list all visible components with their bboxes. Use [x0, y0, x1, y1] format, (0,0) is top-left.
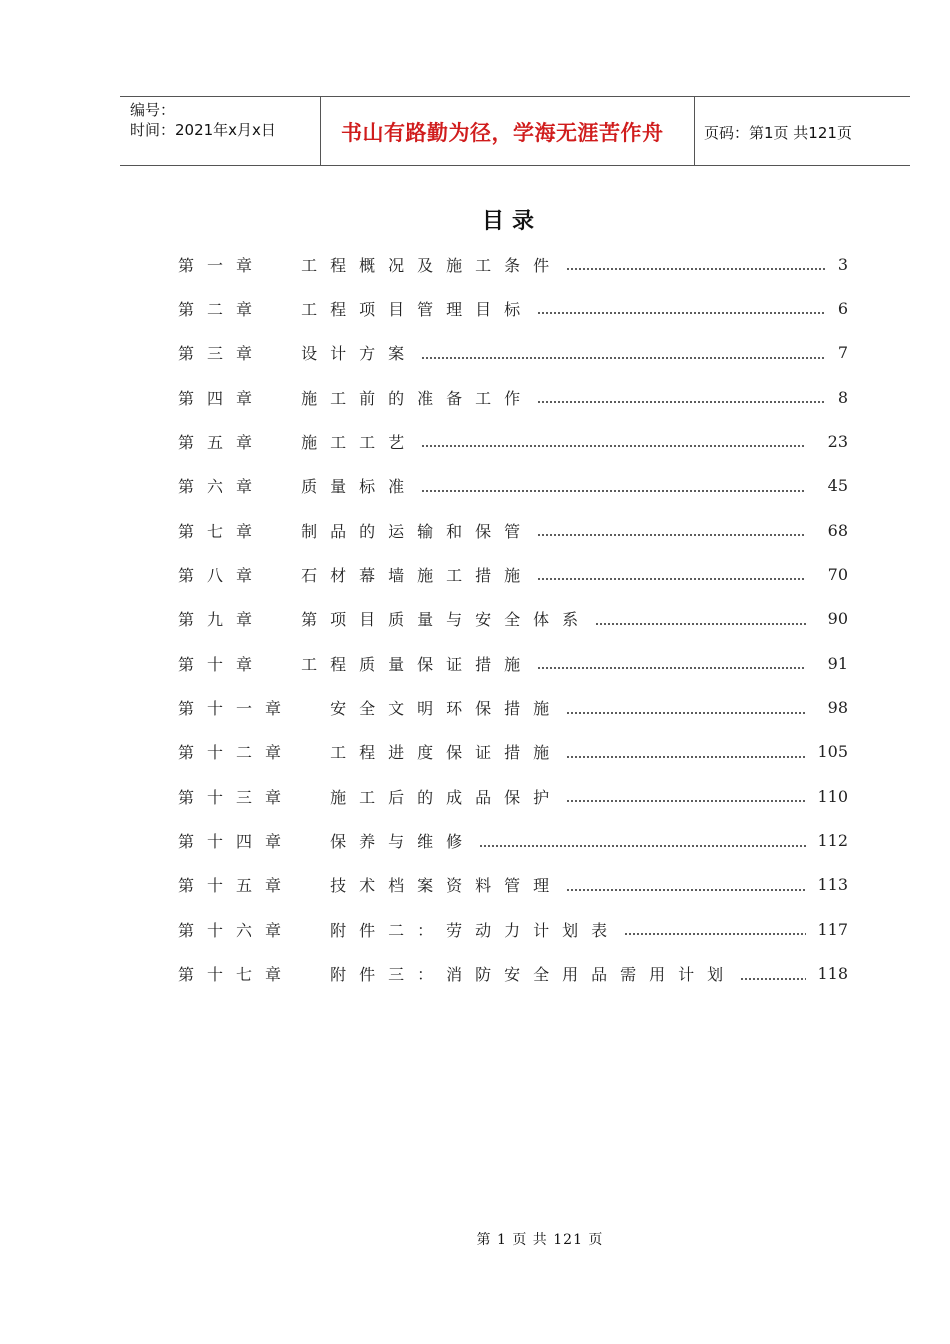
toc-entry[interactable]: [178, 917, 848, 941]
toc-entry[interactable]: [178, 696, 848, 720]
toc-leader-dots: [624, 932, 806, 936]
toc-entry[interactable]: [178, 296, 848, 320]
toc-entry[interactable]: [178, 784, 848, 808]
toc-entry[interactable]: [178, 385, 848, 409]
toc-entry-label: 第十一章 安全文明环保措施: [178, 699, 563, 718]
toc-leader-dots: [421, 489, 806, 493]
toc-entry-label: 第四章 施工前的准备工作: [178, 388, 534, 408]
toc-entry-page-number: 7: [837, 343, 848, 363]
toc-leader-dots: [566, 267, 826, 271]
toc-leader-dots: [740, 977, 806, 981]
header-page-code: 页码：第1页 共121页: [704, 124, 852, 142]
toc-leader-dots: [537, 577, 806, 581]
document-number-label: 编号：: [130, 101, 176, 119]
toc-leader-dots: [566, 711, 806, 715]
toc-entry-page-number: 110: [817, 786, 848, 806]
header-info-cell: [120, 97, 321, 165]
document-time-label: 时间：2021年x月x日: [130, 121, 276, 139]
toc-entry-page-number: 117: [817, 919, 848, 939]
toc-entry-page-number: 68: [827, 520, 848, 540]
toc-entry-page-number: 8: [837, 387, 848, 407]
page-footer: 第 1 页 共 121 页: [476, 1232, 604, 1248]
toc-leader-dots: [421, 444, 806, 448]
toc-title: 目录: [481, 208, 542, 234]
toc-entry-page-number: 112: [817, 831, 848, 851]
toc-entry[interactable]: [178, 474, 848, 498]
toc-entry-page-number: 98: [827, 698, 848, 717]
toc-entry-label: 第五章 施工工艺: [178, 432, 418, 452]
toc-entry-label: 第二章 工程项目管理目标: [178, 299, 534, 319]
toc-entry[interactable]: [178, 429, 848, 453]
toc-entry-page-number: 45: [827, 476, 848, 496]
header-motto: 书山有路勤为径，学海无涯苦作舟: [341, 121, 664, 145]
toc-entry[interactable]: [178, 651, 848, 675]
toc-entry-page-number: 3: [837, 254, 848, 274]
toc-entry-page-number: 113: [817, 875, 848, 895]
toc-entry[interactable]: [178, 740, 848, 764]
toc-entry-page-number: 70: [827, 564, 848, 584]
toc-entry[interactable]: [178, 873, 848, 897]
toc-entry-label: 第一章 工程概况及施工条件: [178, 255, 563, 275]
toc-entry-page-number: 105: [817, 742, 848, 762]
toc-entry-page-number: 91: [827, 653, 848, 673]
toc-leader-dots: [537, 400, 826, 404]
toc-leader-dots: [479, 844, 806, 848]
toc-entry[interactable]: [178, 607, 848, 631]
toc-entry-page-number: 118: [817, 964, 848, 984]
toc-entry-label: 第十六章 附件二：劳动力计划表: [178, 920, 621, 940]
toc-entry-label: 第十五章 技术档案资料管理: [178, 876, 563, 896]
toc-leader-dots: [537, 666, 806, 670]
toc-entry-page-number: 90: [827, 609, 848, 629]
toc-entry[interactable]: [178, 341, 848, 365]
toc-entry-label: 第十章 工程质量保证措施: [178, 654, 534, 674]
toc-entry-label: 第十二章 工程进度保证措施: [178, 743, 563, 763]
toc-entry-label: 第八章 石材幕墙施工措施: [178, 565, 534, 585]
toc-entry[interactable]: [178, 252, 848, 276]
toc-entry[interactable]: [178, 829, 848, 853]
toc-leader-dots: [566, 799, 806, 803]
toc-entry-page-number: 6: [837, 298, 848, 318]
toc-entry-page-number: 23: [827, 431, 848, 451]
toc-leader-dots: [595, 622, 806, 626]
toc-entry-label: 第十七章 附件三：消防安全用品需用计划: [178, 965, 737, 985]
header-page-cell: [695, 97, 910, 165]
toc-entry[interactable]: [178, 562, 848, 586]
toc-entry-label: 第九章 第项目质量与安全体系: [178, 610, 592, 630]
page-header: [120, 96, 910, 166]
header-motto-cell: [321, 97, 695, 165]
toc-entry-label: 第十三章 施工后的成品保护: [178, 787, 563, 807]
toc-entry-label: 第三章 设计方案: [178, 344, 418, 364]
toc-leader-dots: [566, 755, 806, 759]
toc-entry-label: 第六章 质量标准: [178, 477, 418, 497]
toc-leader-dots: [537, 311, 826, 315]
toc-entry-label: 第十四章 保养与维修: [178, 832, 476, 852]
toc-leader-dots: [537, 533, 806, 537]
toc-entry[interactable]: [178, 962, 848, 986]
toc-entry-label: 第七章 制品的运输和保管: [178, 521, 534, 541]
toc-entry[interactable]: [178, 518, 848, 542]
toc-leader-dots: [421, 356, 826, 360]
toc-leader-dots: [566, 888, 806, 892]
